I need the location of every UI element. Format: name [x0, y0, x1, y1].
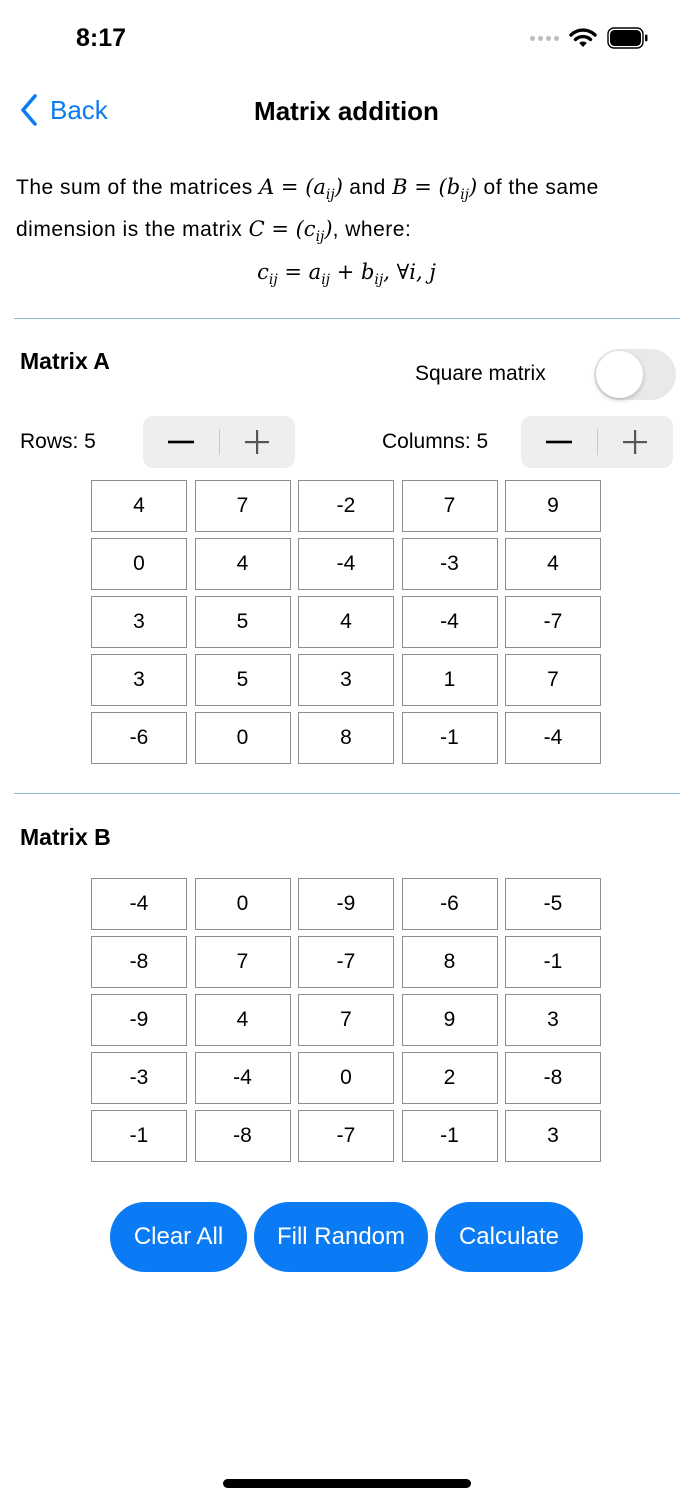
- matrix-b-notation: $B = (b_{ij})$: [392, 175, 478, 204]
- square-matrix-toggle[interactable]: [594, 349, 676, 400]
- matrix-a-notation: $A = (a_{ij})$: [259, 175, 343, 204]
- matrix-a-grid: [91, 480, 601, 764]
- matrix-a-cell[interactable]: 3: [91, 596, 187, 648]
- matrix-b-cell[interactable]: 7: [195, 936, 291, 988]
- matrix-b-title: Matrix B: [20, 824, 111, 850]
- matrix-a-cell[interactable]: 7: [402, 480, 498, 532]
- matrix-b-cell[interactable]: -9: [298, 878, 394, 930]
- matrix-a-cell[interactable]: 8: [298, 712, 394, 764]
- matrix-a-cell[interactable]: 1: [402, 654, 498, 706]
- matrix-b-cell[interactable]: -5: [505, 878, 601, 930]
- matrix-a-cell[interactable]: -7: [505, 596, 601, 648]
- matrix-b-cell[interactable]: -3: [91, 1052, 187, 1104]
- matrix-b-cell[interactable]: 3: [505, 1110, 601, 1162]
- matrix-b-grid: [91, 878, 601, 1162]
- matrix-a-cell[interactable]: -1: [402, 712, 498, 764]
- rows-decrement-button[interactable]: [143, 416, 219, 468]
- minus-icon: [546, 440, 572, 444]
- matrix-b-cell[interactable]: 3: [505, 994, 601, 1046]
- section-divider: [14, 793, 680, 794]
- matrix-a-cell[interactable]: 7: [505, 654, 601, 706]
- clear-all-button[interactable]: Clear All: [110, 1202, 247, 1272]
- matrix-a-cell[interactable]: 4: [195, 538, 291, 590]
- matrix-b-cell[interactable]: -9: [91, 994, 187, 1046]
- plus-icon: [623, 430, 647, 454]
- home-indicator: [223, 1479, 471, 1488]
- square-matrix-label: Square matrix: [415, 362, 546, 385]
- cellular-signal-icon: [530, 36, 559, 41]
- matrix-c-notation: $C = (c_{ij})$: [248, 217, 333, 246]
- matrix-b-cell[interactable]: 0: [195, 878, 291, 930]
- toggle-knob: [596, 351, 643, 398]
- matrix-a-cell[interactable]: 9: [505, 480, 601, 532]
- matrix-a-cell[interactable]: -4: [402, 596, 498, 648]
- status-time: 8:17: [76, 24, 127, 52]
- wifi-icon: [569, 27, 597, 49]
- intro-text: [16, 170, 681, 254]
- matrix-a-cell[interactable]: -3: [402, 538, 498, 590]
- fill-random-button[interactable]: Fill Random: [254, 1202, 428, 1272]
- matrix-a-cell[interactable]: 0: [195, 712, 291, 764]
- matrix-b-cell[interactable]: -7: [298, 936, 394, 988]
- matrix-a-cell[interactable]: 4: [505, 538, 601, 590]
- rows-increment-button[interactable]: [220, 416, 296, 468]
- calculate-button[interactable]: Calculate: [435, 1202, 583, 1272]
- matrix-a-cell[interactable]: 7: [195, 480, 291, 532]
- page-title: Matrix addition: [254, 96, 439, 126]
- matrix-b-cell[interactable]: 4: [195, 994, 291, 1046]
- matrix-a-cell[interactable]: 3: [298, 654, 394, 706]
- matrix-a-cell[interactable]: 4: [91, 480, 187, 532]
- minus-icon: [168, 440, 194, 444]
- intro-text-part: , where:: [332, 218, 412, 242]
- section-divider: [14, 318, 680, 319]
- rows-label: Rows: 5: [20, 430, 96, 453]
- matrix-b-cell[interactable]: -6: [402, 878, 498, 930]
- columns-increment-button[interactable]: [598, 416, 674, 468]
- rows-stepper: [143, 416, 295, 468]
- matrix-a-cell[interactable]: 0: [91, 538, 187, 590]
- matrix-b-cell[interactable]: -8: [505, 1052, 601, 1104]
- columns-label: Columns: 5: [382, 430, 489, 453]
- columns-decrement-button[interactable]: [521, 416, 597, 468]
- matrix-b-cell[interactable]: -4: [91, 878, 187, 930]
- matrix-a-cell[interactable]: 5: [195, 596, 291, 648]
- matrix-b-cell[interactable]: -1: [402, 1110, 498, 1162]
- matrix-b-cell[interactable]: 7: [298, 994, 394, 1046]
- matrix-a-cell[interactable]: 3: [91, 654, 187, 706]
- intro-text-part: and: [342, 176, 393, 199]
- matrix-b-cell[interactable]: -8: [195, 1110, 291, 1162]
- matrix-a-cell[interactable]: 4: [298, 596, 394, 648]
- addition-formula: $c_{ij} = a_{ij} + b_{ij}$, ∀i, j: [257, 260, 436, 289]
- matrix-a-cell[interactable]: -4: [298, 538, 394, 590]
- battery-icon: [607, 27, 649, 49]
- matrix-a-cell[interactable]: -2: [298, 480, 394, 532]
- matrix-b-cell[interactable]: 8: [402, 936, 498, 988]
- matrix-b-cell[interactable]: -1: [505, 936, 601, 988]
- matrix-b-cell[interactable]: -8: [91, 936, 187, 988]
- matrix-a-cell[interactable]: -4: [505, 712, 601, 764]
- matrix-a-title: Matrix A: [20, 348, 110, 374]
- plus-icon: [245, 430, 269, 454]
- intro-text-part: of the same dimension is the matrix: [16, 176, 599, 242]
- matrix-b-cell[interactable]: 2: [402, 1052, 498, 1104]
- matrix-b-cell[interactable]: -7: [298, 1110, 394, 1162]
- matrix-a-cell[interactable]: -6: [91, 712, 187, 764]
- matrix-b-cell[interactable]: -1: [91, 1110, 187, 1162]
- matrix-a-cell[interactable]: 5: [195, 654, 291, 706]
- status-icons: [530, 27, 649, 49]
- back-button-label: Back: [50, 94, 108, 125]
- matrix-b-cell[interactable]: -4: [195, 1052, 291, 1104]
- intro-text-part: The sum of the matrices: [16, 176, 260, 199]
- columns-stepper: [521, 416, 673, 468]
- matrix-b-cell[interactable]: 9: [402, 994, 498, 1046]
- matrix-b-cell[interactable]: 0: [298, 1052, 394, 1104]
